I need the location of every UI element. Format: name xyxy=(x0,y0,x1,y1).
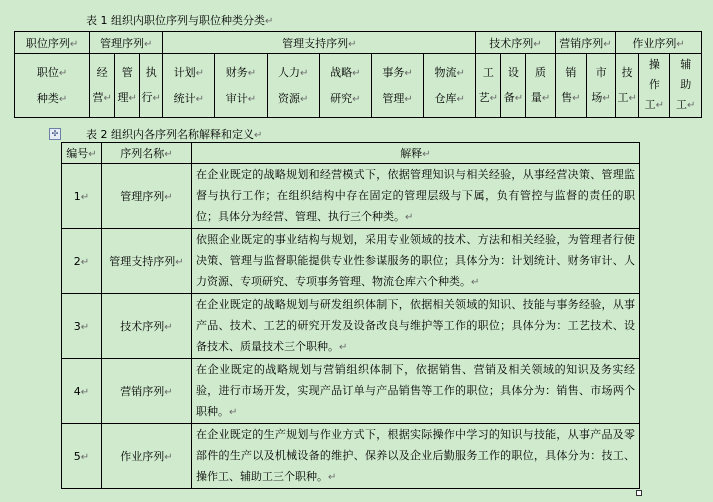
header-number: 编号↵ xyxy=(62,143,102,164)
header-explanation: 解释↵ xyxy=(192,143,640,164)
table-move-handle-icon[interactable]: ✣ xyxy=(49,128,61,140)
row-sequence-name: 作业序列↵ xyxy=(102,424,192,489)
category-process: 工 艺↵ xyxy=(476,54,501,118)
header-operations: 作业序列↵ xyxy=(616,32,702,54)
category-technician: 技 工↵ xyxy=(616,54,639,118)
category-operator: 操 作 工↵ xyxy=(639,54,670,118)
row-description: 在企业既定的生产规划与作业方式下，根据实际操作中学习的知识与技能，从事产品及零部件的生产以及机械设备的维护、保养以及企业后勤服务工作的职位，具体分为：技工、操作工、辅助工三个职种。↵ xyxy=(192,424,640,489)
header-management: 管理序列↵ xyxy=(90,32,163,54)
table-row xyxy=(62,294,640,359)
table1-header-row xyxy=(15,32,702,54)
category-operation: 经 营↵ xyxy=(90,54,115,118)
row-number: 3↵ xyxy=(62,294,102,359)
category-equipment: 设 备↵ xyxy=(501,54,526,118)
sequence-definition-table xyxy=(61,142,640,489)
row-number: 4↵ xyxy=(62,359,102,424)
table-resize-handle[interactable] xyxy=(636,490,642,496)
row-sequence-name: 管理支持序列↵ xyxy=(102,229,192,294)
table1-category-row xyxy=(15,54,702,118)
category-planning-statistics: 计划↵ 统计↵ xyxy=(163,54,215,118)
row-description: 在企业既定的战略规划和经营模式下，依据管理知识与相关经验，从事经营决策、管理监督与执行工作；在组织结构中存在固定的管理层级与下属，负有管控与监督的责任的职位；具体分为经营、管理、执行三个种类。↵ xyxy=(192,164,640,229)
category-execute: 执 行↵ xyxy=(140,54,163,118)
row-number: 5↵ xyxy=(62,424,102,489)
header-sequence-name: 序列名称↵ xyxy=(102,143,192,164)
category-human-resources: 人力↵ 资源↵ xyxy=(267,54,319,118)
row-sequence-name: 营销序列↵ xyxy=(102,359,192,424)
table-row xyxy=(62,359,640,424)
category-finance-audit: 财务↵ 审计↵ xyxy=(215,54,267,118)
row-number: 2↵ xyxy=(62,229,102,294)
header-management-support: 管理支持序列↵ xyxy=(163,32,476,54)
category-auxiliary: 辅 助 工↵ xyxy=(670,54,702,118)
category-logistics-warehouse: 物流↵ 仓库↵ xyxy=(424,54,476,118)
row-description: 在企业既定的战略规划与营销组织体制下，依据销售、营销及相关领域的知识及务实经验，进行市场开发，实现产品订单与产品销售等工作的职位；具体分为：销售、市场两个职种。↵ xyxy=(192,359,640,424)
category-sales: 销 售↵ xyxy=(555,54,586,118)
row-sequence-name: 技术序列↵ xyxy=(102,294,192,359)
row-label-position-category: 职位↵ 种类↵ xyxy=(15,54,90,118)
header-technical: 技术序列↵ xyxy=(476,32,555,54)
table1-caption: 表 1 组织内职位序列与职位种类分类↵ xyxy=(86,14,274,27)
table-row xyxy=(62,164,640,229)
category-strategy-research: 战略↵ 研究↵ xyxy=(319,54,371,118)
category-quality: 质 量↵ xyxy=(526,54,555,118)
table2-caption: 表 2 组织内各序列名称解释和定义↵ xyxy=(86,128,263,141)
category-market: 市 场↵ xyxy=(586,54,615,118)
header-sales: 营销序列↵ xyxy=(555,32,616,54)
row-sequence-name: 管理序列↵ xyxy=(102,164,192,229)
table2-header-row xyxy=(62,143,640,164)
table-row xyxy=(62,424,640,489)
row-number: 1↵ xyxy=(62,164,102,229)
row-description: 依照企业既定的事业结构与规划，采用专业领域的技术、方法和相关经验，为管理者行使决策、管理与监督职能提供专业性参谋服务的职位；具体分为：计划统计、财务审计、人力资源、专项研究、专项事务管理、物流仓库六个种类。↵ xyxy=(192,229,640,294)
category-affairs-management: 事务↵ 管理↵ xyxy=(371,54,423,118)
category-manage: 管 理↵ xyxy=(115,54,140,118)
header-position-sequence: 职位序列↵ xyxy=(15,32,90,54)
table-row xyxy=(62,229,640,294)
row-description: 在企业既定的战略规划与研发组织体制下，依据相关领域的知识、技能与事务经验，从事产品、技术、工艺的研究开发及设备改良与维护等工作的职位；具体分为：工艺技术、设备技术、质量技术三个职种。↵ xyxy=(192,294,640,359)
position-category-table xyxy=(14,31,702,118)
